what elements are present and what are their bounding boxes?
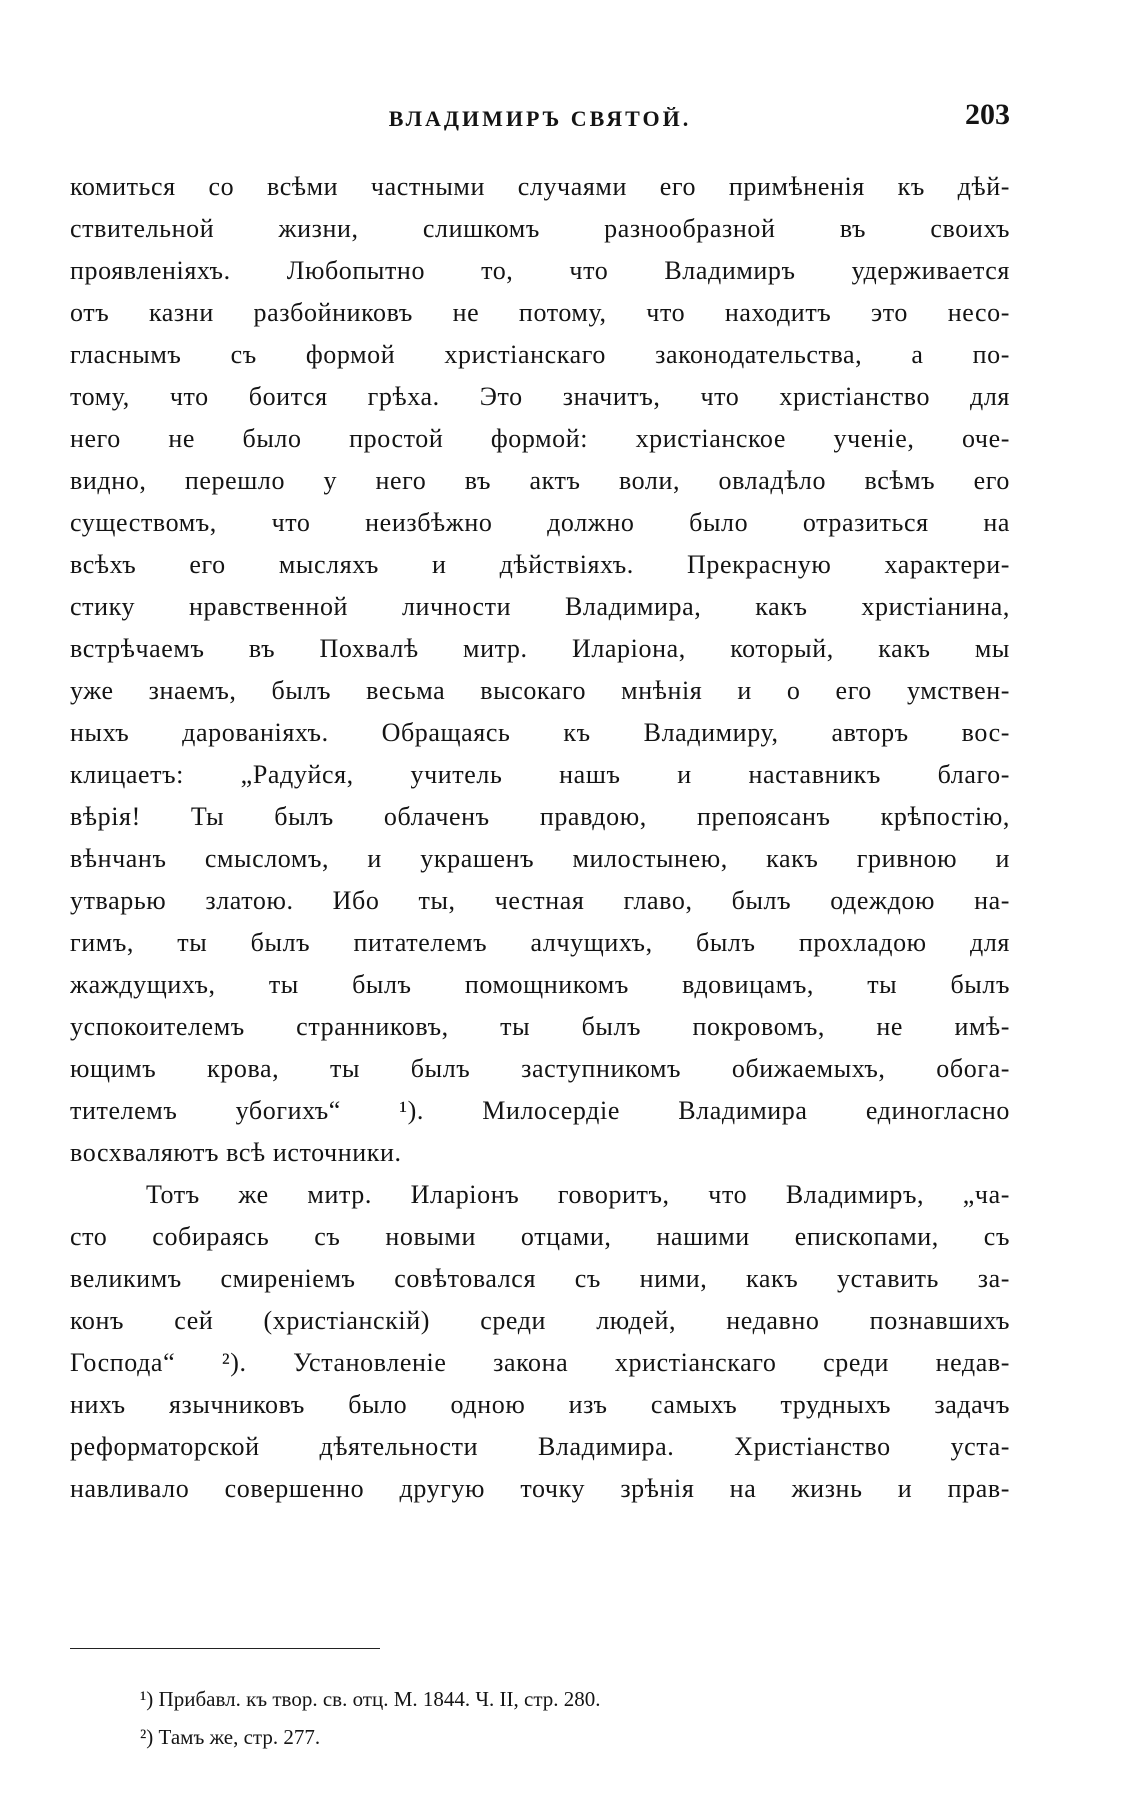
text-line: жаждущихъ, ты былъ помощникомъ вдовицамъ, ты былъ: [70, 970, 1010, 999]
text-line: тому, что боится грѣха. Это значитъ, что христіанство для: [70, 382, 1010, 411]
footnote: ¹) Прибавл. къ твор. св. отц. М. 1844. Ч. II, стр. 280.: [140, 1687, 601, 1711]
text-line: уже знаемъ, былъ весьма высокаго мнѣнія и о его умствен-: [70, 676, 1010, 705]
page-number: 203: [965, 98, 1010, 131]
text-line: встрѣчаемъ въ Похвалѣ митр. Иларіона, который, какъ мы: [70, 634, 1010, 663]
footnotes: [140, 1680, 1010, 1756]
text-line: комиться со всѣми частными случаями его примѣненія къ дѣй-: [70, 172, 1010, 201]
text-line: него не было простой формой: христіанское ученіе, оче-: [70, 424, 1010, 453]
text-line: реформаторской дѣятельности Владимира. Христіанство уста-: [70, 1432, 1010, 1461]
text-line: ющимъ крова, ты былъ заступникомъ обижаемыхъ, обога-: [70, 1054, 1010, 1083]
text-line: гимъ, ты былъ питателемъ алчущихъ, былъ прохладою для: [70, 928, 1010, 957]
text-line: проявленіяхъ. Любопытно то, что Владимиръ удерживается: [70, 256, 1010, 285]
text-line: видно, перешло у него въ актъ воли, овладѣло всѣмъ его: [70, 466, 1010, 495]
text-line: восхваляютъ всѣ источники.: [70, 1138, 402, 1167]
text-line: тителемъ убогихъ“ ¹). Милосердіе Владимира единогласно: [70, 1096, 1010, 1125]
text-line: отъ казни разбойниковъ не потому, что находитъ это несо-: [70, 298, 1010, 327]
footnote: ²) Тамъ же, стр. 277.: [140, 1725, 321, 1749]
text-line: Господа“ ²). Установленіе закона христіанскаго среди недав-: [70, 1348, 1010, 1377]
text-line: вѣнчанъ смысломъ, и украшенъ милостынею, какъ гривною и: [70, 844, 1010, 873]
text-line: утварью златою. Ибо ты, честная главо, былъ одеждою на-: [70, 886, 1010, 915]
text-line: ныхъ дарованіяхъ. Обращаясь къ Владимиру, авторъ вос-: [70, 718, 1010, 747]
text-line: гласнымъ съ формой христіанскаго законодательства, а по-: [70, 340, 1010, 369]
text-line: нихъ язычниковъ было одною изъ самыхъ трудныхъ задачъ: [70, 1390, 1010, 1419]
text-line: конъ сей (христіанскій) среди людей, недавно познавшихъ: [70, 1306, 1010, 1335]
running-title: ВЛАДИМИРЪ СВЯТОЙ.: [388, 106, 692, 131]
text-line: великимъ смиреніемъ совѣтовался съ ними, какъ уставить за-: [70, 1264, 1010, 1293]
text-line: всѣхъ его мысляхъ и дѣйствіяхъ. Прекрасную характери-: [70, 550, 1010, 579]
text-line: существомъ, что неизбѣжно должно было отразиться на: [70, 508, 1010, 537]
text-line: сто собираясь съ новыми отцами, нашими епископами, съ: [70, 1222, 1010, 1251]
text-line: клицаетъ: „Радуйся, учитель нашъ и наставникъ благо-: [70, 760, 1010, 789]
running-head: [70, 98, 1010, 138]
text-line: ствительной жизни, слишкомъ разнообразной въ своихъ: [70, 214, 1010, 243]
text-line: навливало совершенно другую точку зрѣнія на жизнь и прав-: [70, 1474, 1010, 1503]
footnote-divider: [70, 1648, 380, 1649]
text-line: вѣрія! Ты былъ облаченъ правдою, препоясанъ крѣпостію,: [70, 802, 1010, 831]
text-line: стику нравственной личности Владимира, какъ христіанина,: [70, 592, 1010, 621]
text-line: успокоителемъ странниковъ, ты былъ покровомъ, не имѣ-: [70, 1012, 1010, 1041]
body-text: [70, 166, 1010, 1510]
paragraph-first-line: Тотъ же митр. Иларіонъ говоритъ, что Владимиръ, „ча-: [146, 1180, 1010, 1209]
